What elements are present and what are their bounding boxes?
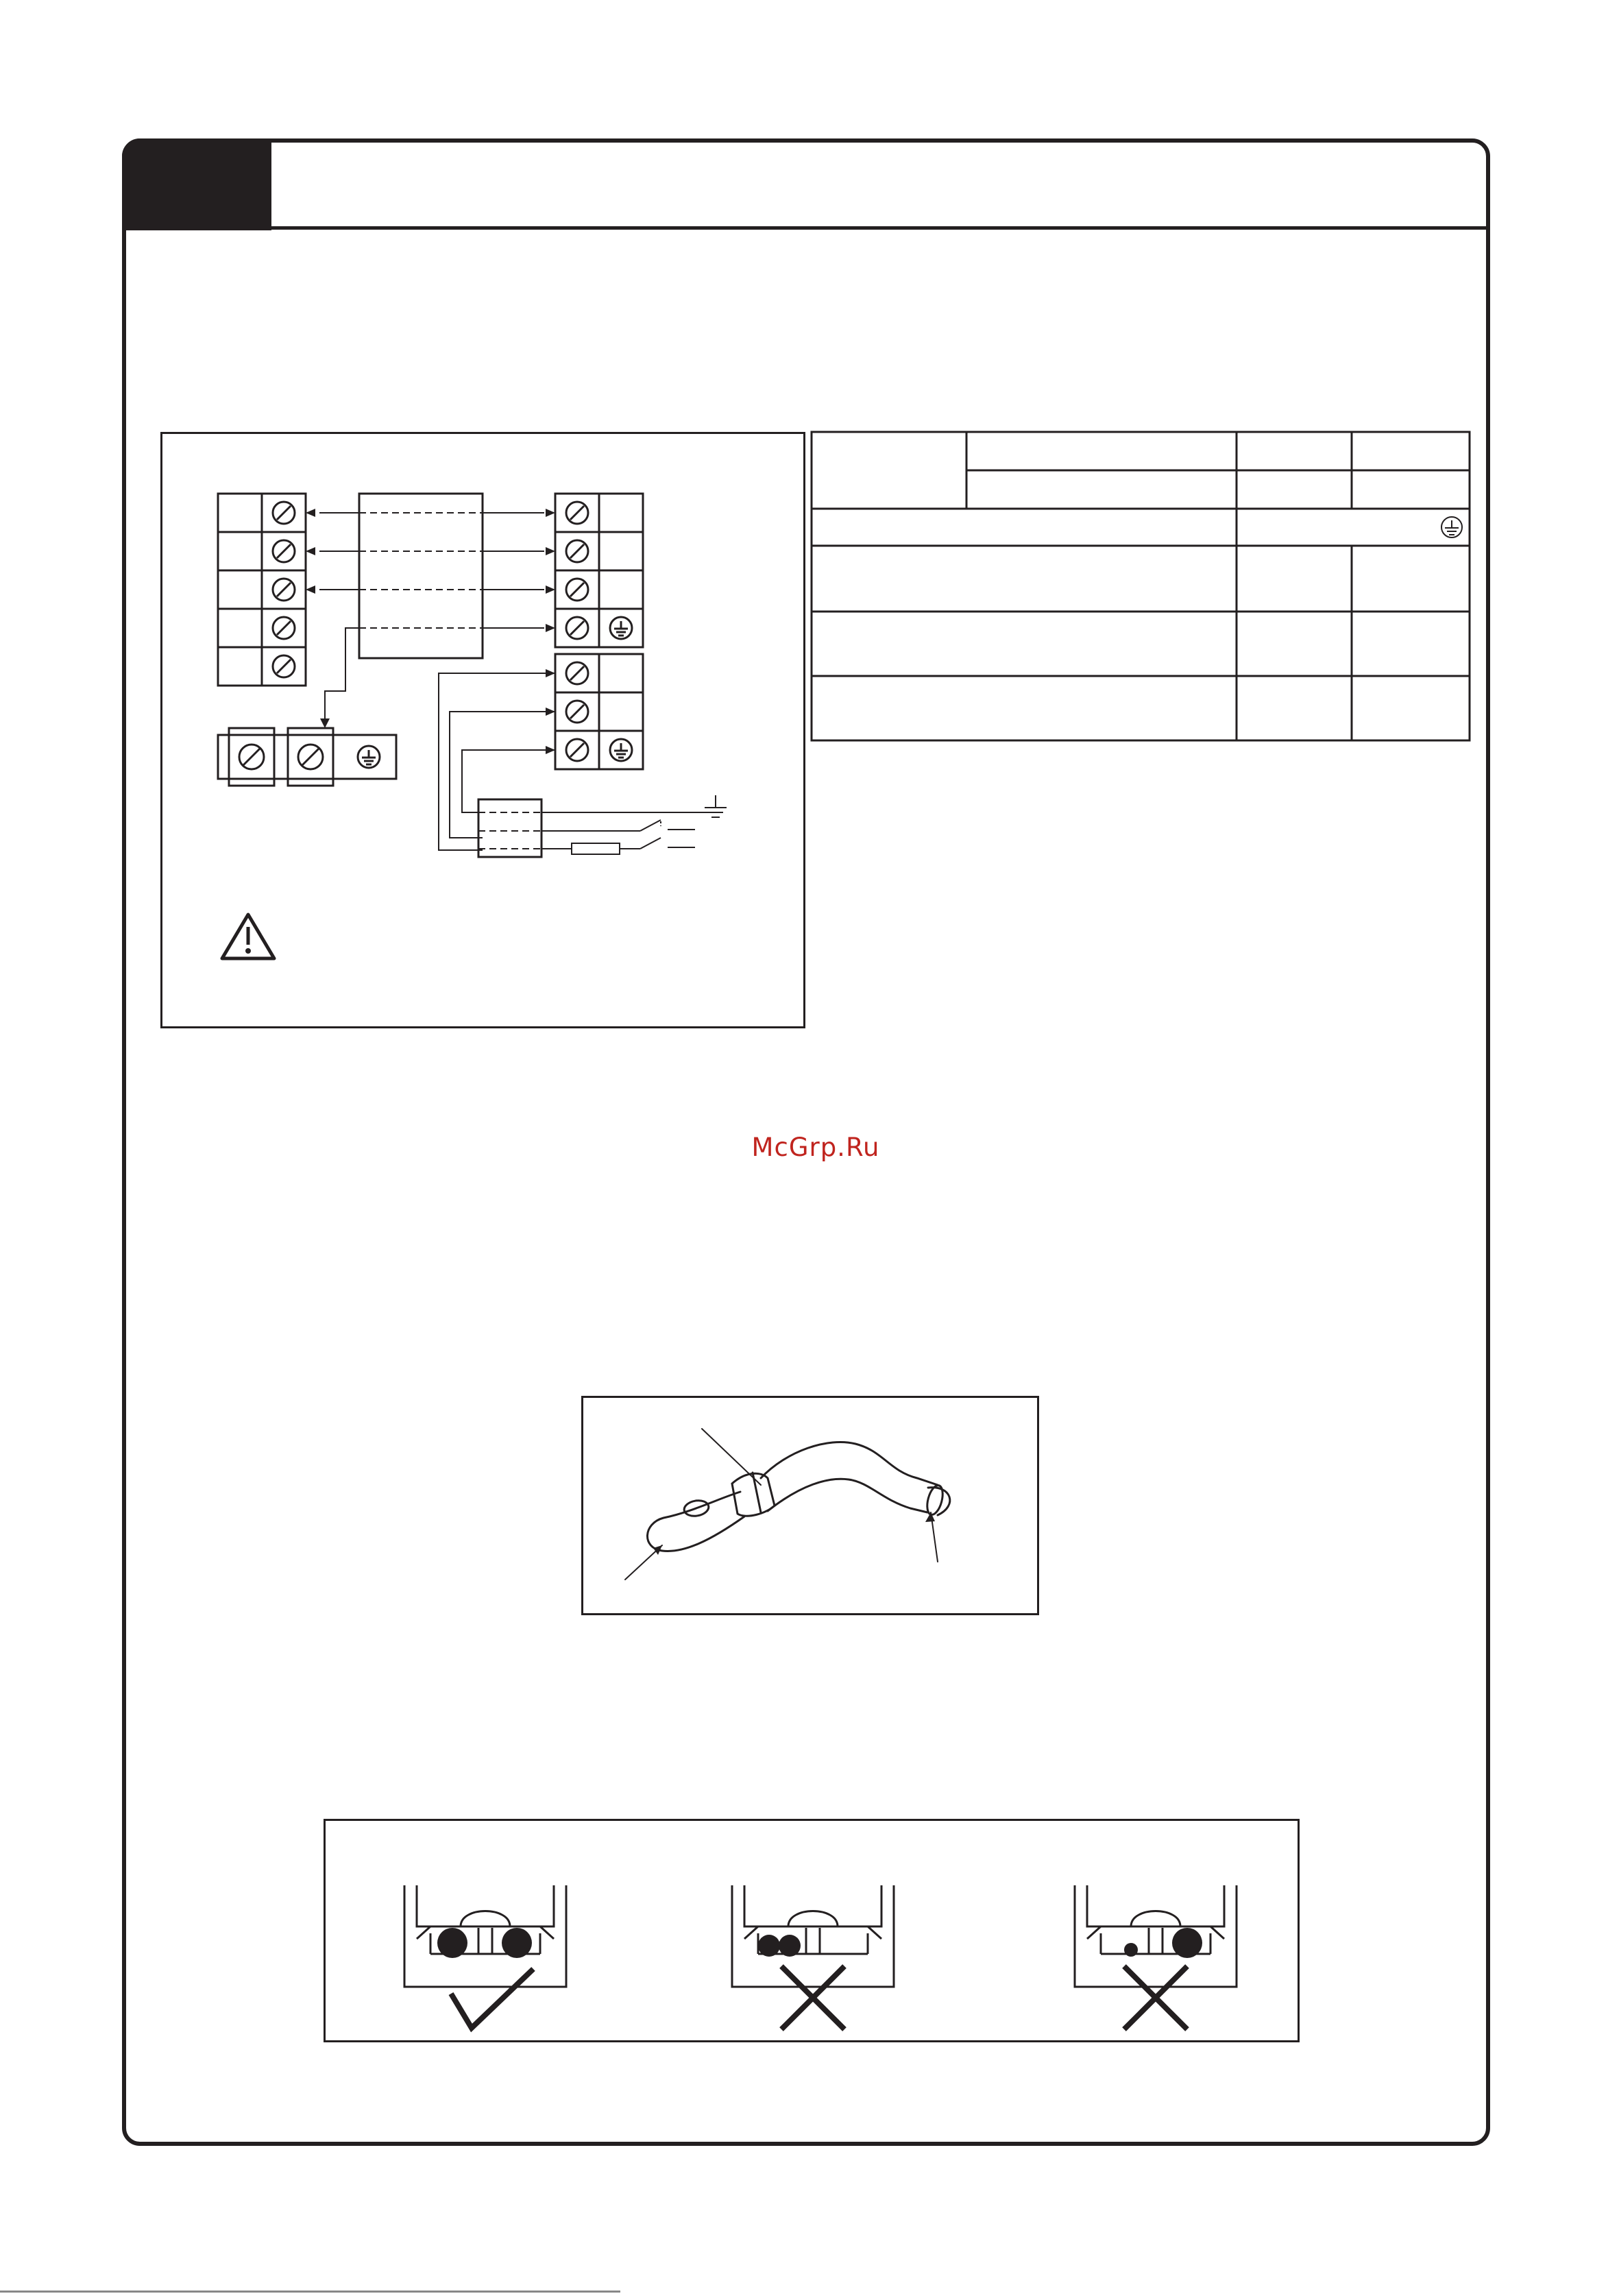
header-rule — [271, 226, 1490, 230]
outdoor-terminal-block-upper — [555, 494, 643, 647]
cross-mark-icon — [1124, 1966, 1187, 2029]
correct-connection-example — [403, 1885, 568, 2043]
power-cable-box — [478, 799, 541, 857]
terminal-screw-icon — [566, 662, 588, 761]
ground-symbol-icon — [610, 617, 632, 639]
cross-mark-icon — [781, 1966, 844, 2029]
watermark: McGrp.Ru — [751, 1133, 880, 1162]
connecting-cable-box — [359, 494, 483, 658]
wiring-diagram — [160, 432, 805, 1028]
incorrect-connection-example-same-side — [731, 1885, 895, 2043]
cable-spec-table — [812, 432, 1470, 740]
ground-symbol-icon — [610, 739, 632, 761]
section-tab — [122, 138, 271, 230]
ground-symbol-icon — [1441, 517, 1462, 537]
check-mark-icon — [451, 1969, 533, 2028]
indoor-terminal-block — [218, 494, 306, 686]
ground-symbol-icon — [705, 795, 727, 817]
terminal-screw-icon — [273, 502, 295, 677]
ground-symbol-icon — [358, 746, 380, 768]
outdoor-terminal-block-lower — [555, 654, 643, 769]
ring-terminal-illustration — [581, 1396, 1039, 1615]
page-bottom-rule — [0, 2291, 620, 2293]
incorrect-connection-example-different-size — [1073, 1885, 1238, 2043]
